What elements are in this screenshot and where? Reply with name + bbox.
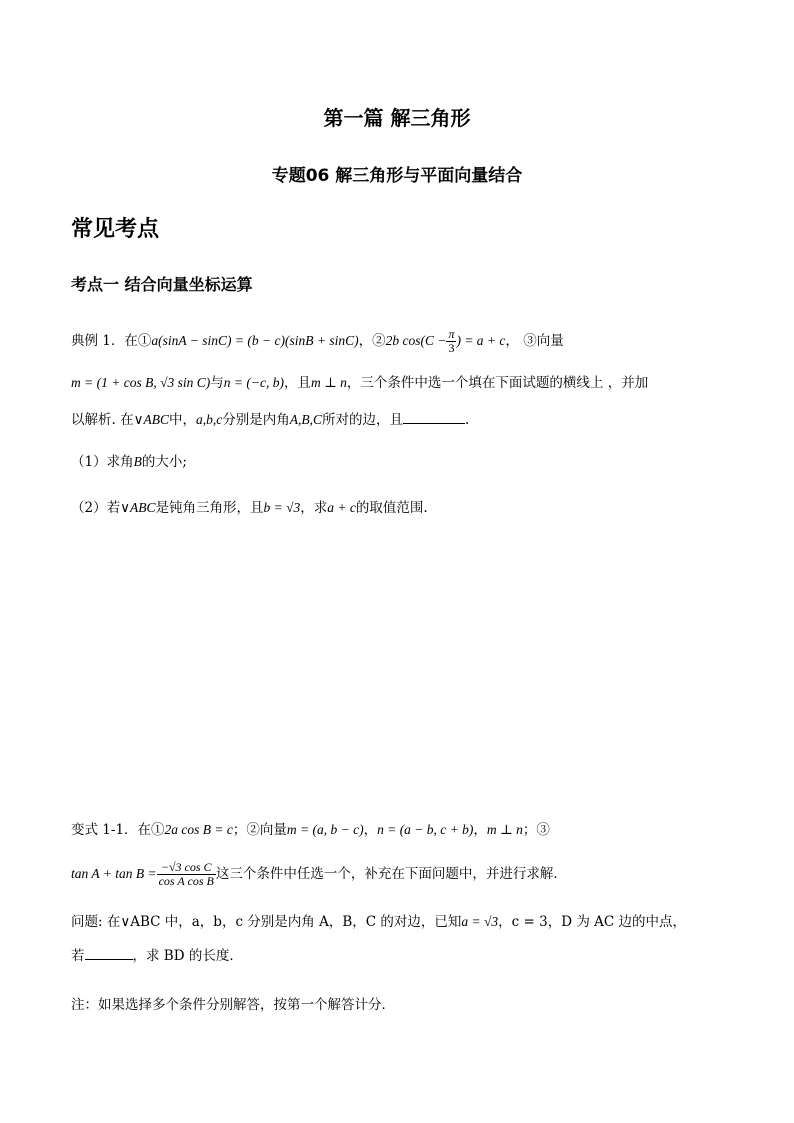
condition-1: 2a cos B = c <box>164 822 233 837</box>
pi-over-3-fraction: $\frac{\pi}{3}$ <box>448 327 455 355</box>
perpendicular-condition: m ⊥ n <box>310 375 347 390</box>
variant1-line2: tan A + tan B = $\frac{\text{−√3 cos C}}{\text{cos A cos B}}$ 这三个条件中任选一个，补充在下面问题中，并进行求解． <box>71 860 567 888</box>
variant1-note: 注：如果选择多个条件分别解答，按第一个解答计分． <box>71 997 395 1013</box>
condition-1: a(sinA − sinC) = (b − c)(sinB + sinC) <box>151 333 359 348</box>
example1-line2: m = (1 + cos B, √3 sin C)与n = (−c, b)，且m ⊥ n，三个条件中选一个填在下面试题的横线上 ，并加 <box>71 375 649 391</box>
vector-m: m = (a, b − c) <box>286 822 364 837</box>
vector-m: m = (1 + cos B, √3 sin C) <box>71 375 211 390</box>
answer-blank <box>85 945 133 960</box>
doc-title: 第一篇 解三角形 <box>323 106 471 130</box>
question-2: （2）若∨ABC是钝角三角形，且b = √3，求a + c的取值范围. <box>71 500 428 516</box>
condition-2-start: 2b cos(C − <box>385 333 447 348</box>
tan-equation-fraction: $\frac{\text{−√3 cos C}}{\text{cos A cos B}}$ <box>158 860 214 888</box>
variant1-problem-line2: 若 ，求 BD 的长度． <box>71 945 243 966</box>
vector-n: n = (a − b, c + b) <box>377 822 474 837</box>
answer-blank <box>403 409 465 424</box>
section-heading: 常见考点 <box>71 217 160 242</box>
topic-heading: 考点一 结合向量坐标运算 <box>71 275 253 294</box>
vector-n: n = (−c, b) <box>223 375 284 390</box>
question-1: （1）求角B的大小; <box>71 454 187 470</box>
variant-label: 变式 1-1． <box>71 822 138 838</box>
variant1-line1: 变式 1-1．在①2a cos B = c；②向量m = (a, b − c)，n = (a − b, c + b)，m ⊥ n；③ <box>71 822 550 838</box>
example-label: 典例 1． <box>71 333 125 349</box>
example1-line3: 以解析. 在∨ABC中，a,b,c分别是内角A,B,C所对的边，且 . <box>71 409 469 430</box>
perpendicular-condition: m ⊥ n <box>486 822 523 837</box>
doc-subtitle: 专题06 解三角形与平面向量结合 <box>271 166 523 186</box>
condition-2-end: ) = a + c <box>456 333 506 348</box>
example1-line1: 典例 1．在①a(sinA − sinC) = (b − c)(sinB + sinC)，②2b cos(C − $\frac{\pi}{3}$ ) = a + c， ③向量 <box>71 327 564 355</box>
variant1-problem-line1: 问题: 在∨ABC 中，a，b，c 分别是内角 A，B，C 的对边，已知a = √3，c = 3，D 为 AC 边的中点， <box>71 914 686 930</box>
tan-equation-lhs: tan A + tan B = <box>71 866 157 881</box>
